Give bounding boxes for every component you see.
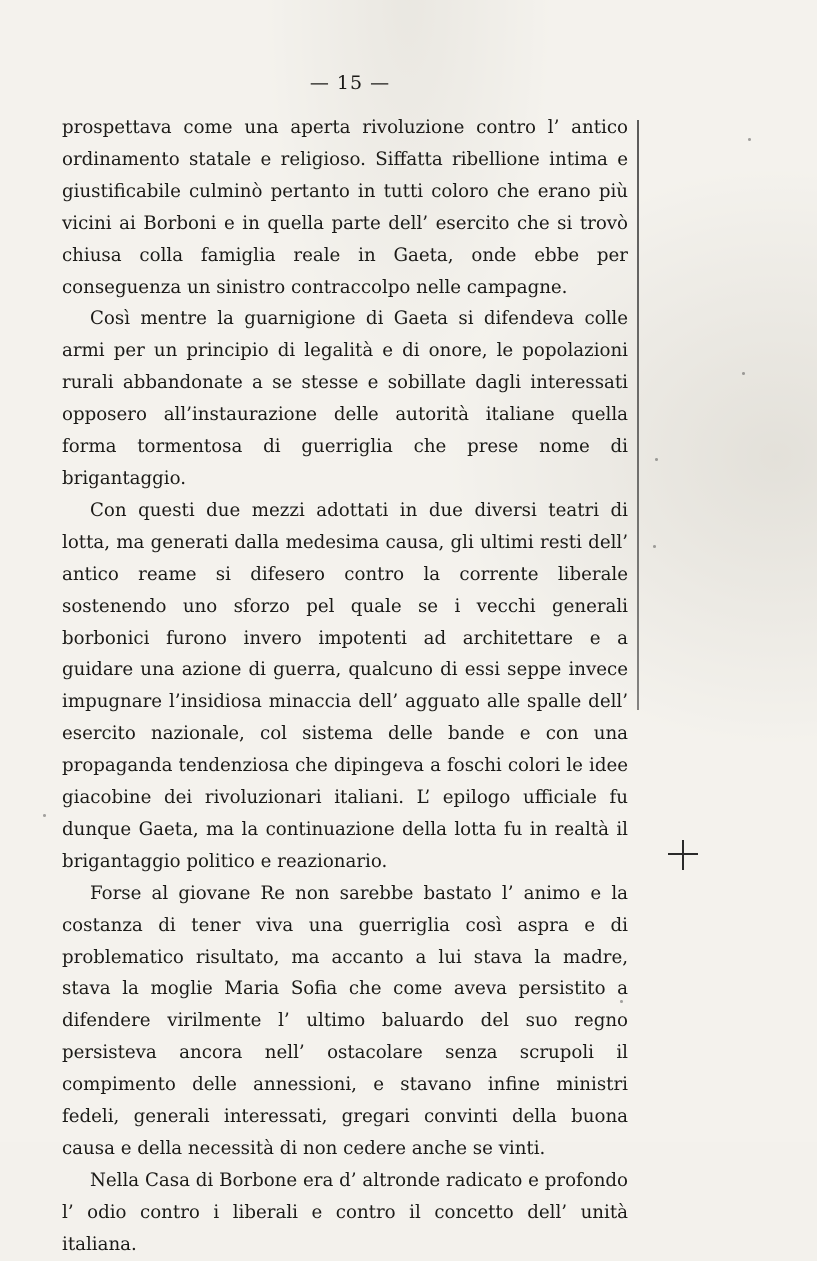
page-number: — 15 — (309, 72, 391, 94)
body-text (62, 112, 628, 1261)
paragraph-1: prospettava come una aperta rivoluzione contro l’ antico ordinamento statale e religioso. Siffatta ribellione intima e giustificabile culminò pertanto in tutti coloro che erano più vicini ai Borboni e in quella parte dell’ esercito che si trovò chiusa colla famiglia reale in Gaeta, onde ebbe per conseguenza un sinistro contraccolpo nelle campagne. (62, 117, 628, 298)
margin-line-mark (637, 120, 639, 710)
paragraph-3: Con questi due mezzi adottati in due diversi teatri di lotta, ma generati dalla medesima causa, gli ultimi resti dell’ antico reame si difesero contro la corrente liberale sostenendo uno sforzo pel quale se i vecchi generali borbonici furono invero impotenti ad architettare e a guidare una azione di guerra, qualcuno di essi seppe invece impugnare l’insidiosa minaccia dell’ agguato alle spalle dell’ esercito nazionale, col sistema delle bande e con una propaganda tendenziosa che dipingeva a foschi colori le idee giacobine dei rivoluzionari italiani. L’ epilogo ufficiale fu dunque Gaeta, ma la continuazione della lotta fu in realtà il brigantaggio politico e reazionario. (62, 499, 628, 872)
paper-speck (655, 458, 658, 461)
paper-speck (43, 814, 46, 817)
paragraph-5: Nella Casa di Borbone era d’ altronde radicato e profondo l’ odio contro i liberali e contro il concetto dell’ unità italiana. (62, 1169, 628, 1255)
paper-speck (748, 138, 751, 141)
paper-speck (742, 372, 745, 375)
paragraph-2: Così mentre la guarnigione di Gaeta si difendeva colle armi per un principio di legalità e di onore, le popolazioni rurali abbandonate a se stesse e sobillate dagli interessati opposero all’instaurazione delle autorità italiane quella forma tormentosa di guerriglia che prese nome di brigantaggio. (62, 308, 628, 489)
paragraph-4: Forse al giovane Re non sarebbe bastato l’ animo e la costanza di tener viva una guerriglia così aspra e di problematico risultato, ma accanto a lui stava la madre, stava la moglie Maria Sofia che come aveva persistito a difendere virilmente l’ ultimo baluardo del suo regno persisteva ancora nell’ ostacolare senza scrupoli il compimento delle annessioni, e stavano infine ministri fedeli, generali interessati, gregari convinti della buona causa e della necessità di non cedere anche se vinti. (62, 882, 628, 1159)
cross-mark-icon (668, 840, 698, 870)
paper-speck (653, 545, 656, 548)
paper-speck (620, 1000, 623, 1003)
